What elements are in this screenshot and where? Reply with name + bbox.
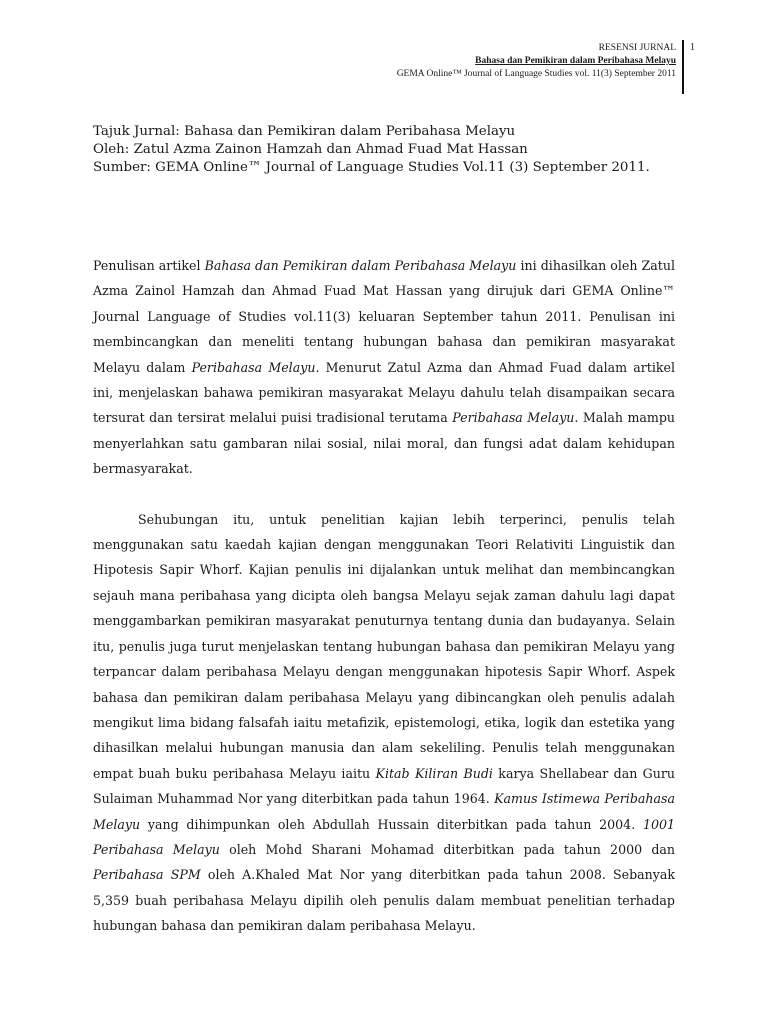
paragraph-2 — [93, 507, 675, 939]
header-divider — [682, 40, 684, 94]
header-journal: GEMA Online™ Journal of Language Studies vol. 11(3) September 2011 — [396, 69, 676, 79]
text-run: oleh Mohd Sharani Mohamad diterbitkan pada tahun 2000 dan — [219, 841, 676, 857]
header-label: RESENSI JURNAL — [598, 43, 676, 53]
article-meta — [93, 123, 650, 177]
header-article-title: Bahasa dan Pemikiran dalam Peribahasa Melayu — [475, 56, 676, 66]
text-run: karya Shellabear dan Guru Sulaiman Muhammad Nor yang diterbitkan pada tahun 1964. — [93, 765, 675, 807]
italic-run: 1001 Peribahasa Melayu — [93, 816, 675, 857]
text-run: . Menurut Zatul Azma dan Ahmad Fuad dalam artikel ini, menjelaskan bahawa pemikiran masyarakat Melayu dahulu telah disampaikan secara tersurat dan tersirat melalui puisi tradisional terutama — [93, 359, 675, 426]
italic-run: Bahasa dan Pemikiran dalam Peribahasa Melayu — [204, 258, 517, 273]
body-text — [93, 253, 675, 939]
journal-title-line: Tajuk Jurnal: Bahasa dan Pemikiran dalam Peribahasa Melayu — [93, 124, 516, 139]
text-run: yang dihimpunkan oleh Abdullah Hussain diterbitkan pada tahun 2004. — [140, 816, 643, 832]
text-run: Sehubungan itu, untuk penelitian kajian lebih terperinci, penulis telah menggunakan satu kaedah kajian dengan menggunakan Teori Relativiti Linguistik dan Hipotesis Sapir Whorf. Kajian penulis ini dijalankan untuk melihat dan membincangkan sejauh mana peribahasa yang dicipta oleh bangsa Melayu sejak zaman dahulu lagi dapat menggambarkan pemikiran masyarakat penuturnya tentang dunia dan budayanya. Selain itu, penulis juga turut menjelaskan tentang hubungan bahasa dan pemikiran Melayu yang terpancar dalam peribahasa Melayu dengan menggunakan hipotesis Sapir Whorf. Aspek bahasa dan pemikiran dalam peribahasa Melayu yang dibincangkan oleh penulis adalah mengikut lima bidang falsafah iaitu metafizik, epistemologi, etika, logik dan estetika yang dihasilkan melalui hubungan manusia dan alam sekeliling. Penulis telah menggunakan empat buah buku peribahasa Melayu iaitu — [93, 511, 675, 781]
text-run: oleh A.Khaled Mat Nor yang diterbitkan pada tahun 2008. Sebanyak 5,359 buah peribahasa Melayu dipilih oleh penulis dalam membuat penelitian terhadap hubungan bahasa dan pemikiran dalam peribahasa Melayu. — [93, 867, 676, 934]
text-run: . Malah mampu menyerlahkan satu gambaran nilai sosial, nilai moral, dan fungsi adat dalam kehidupan bermasyarakat. — [93, 410, 676, 477]
author-line: Oleh: Zatul Azma Zainon Hamzah dan Ahmad Fuad Mat Hassan — [93, 142, 528, 157]
page-number: 1 — [690, 42, 695, 53]
text-run: ini dihasilkan oleh Zatul Azma Zainol Hamzah dan Ahmad Fuad Mat Hassan yang dirujuk dari GEMA Online™ Journal Language of Studies vol.11(3) keluaran September tahun 2011. Penulisan ini membincangkan dan meneliti tentang hubungan bahasa dan pemikiran masyarakat Melayu dalam — [93, 258, 675, 375]
text-run: Penulisan artikel — [93, 258, 205, 273]
italic-run: Kamus Istimewa Peribahasa Melayu — [93, 791, 675, 832]
italic-run: Peribahasa SPM — [93, 867, 201, 883]
source-line: Sumber: GEMA Online™ Journal of Language Studies Vol.11 (3) September 2011. — [93, 160, 650, 175]
running-header — [397, 42, 676, 81]
italic-run: Peribahasa Melayu — [191, 359, 316, 375]
paragraph-1 — [93, 253, 675, 482]
italic-run: Kitab Kiliran Budi — [375, 765, 493, 781]
italic-run: Peribahasa Melayu — [452, 410, 575, 426]
